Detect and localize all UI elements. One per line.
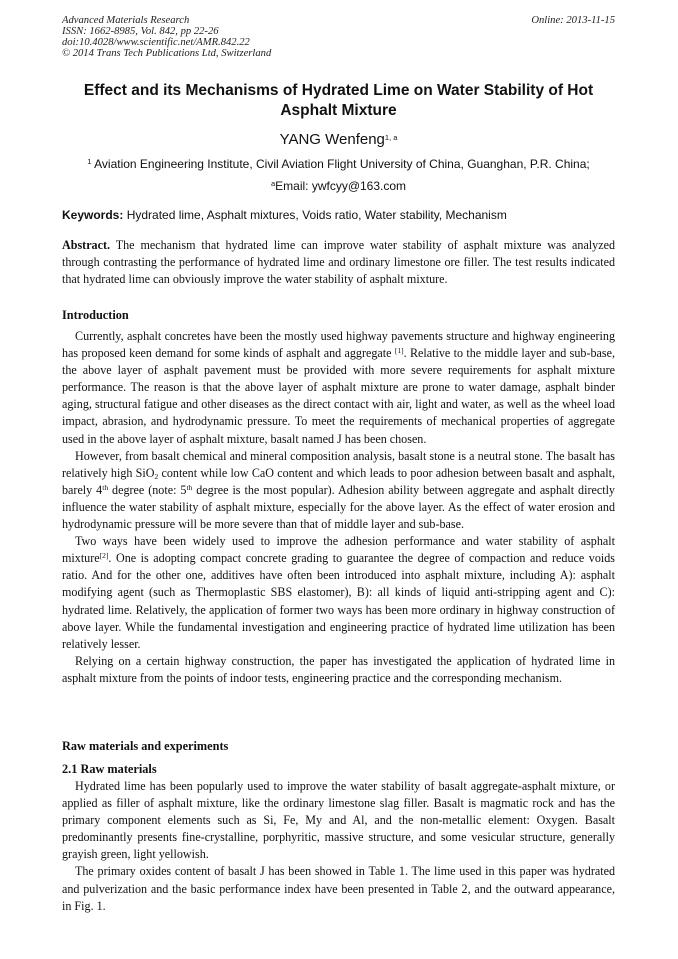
- affiliation-text: Aviation Engineering Institute, Civil Aviation Flight University of China, Guanghan, P.R. China;: [94, 157, 590, 171]
- raw-paragraph-1: Hydrated lime has been popularly used to improve the water stability of basalt aggregate-asphalt mixture, or applied as filler of asphalt mixture, like the ordinary limestone slag filler. Basalt is magmatic rock and has the primary component elements such as Si, Fe, My and Al, and the non-metallic element: Oxygen. Basalt predominantly presents fine-crystalline, porphyritic, massive structure, and some vesicular structure, generally grayish green, light yellowish.: [62, 779, 615, 862]
- citation-1[interactable]: [1]: [394, 346, 404, 356]
- email-text[interactable]: Email: ywfcyy@163.com: [275, 179, 407, 193]
- keywords-label: Keywords:: [62, 208, 124, 222]
- author-name: YANG Wenfeng: [279, 131, 385, 148]
- email-line: [62, 178, 615, 194]
- keywords-text: Hydrated lime, Asphalt mixtures, Voids ratio, Water stability, Mechanism: [126, 208, 507, 222]
- affiliation-sup: 1: [87, 157, 92, 166]
- intro-p1-text-a: Currently, asphalt concretes have been the mostly used highway pavements structure and highway engineering has proposed keen demand for some kinds of asphalt and aggregate: [62, 329, 615, 361]
- intro-paragraph-4: Relying on a certain highway construction, the paper has investigated the application of hydrated lime in asphalt mixture from the points of indoor tests, engineering practice and the corresponding mechanism.: [62, 653, 615, 685]
- introduction-body: [62, 328, 615, 687]
- raw-materials-heading: Raw materials and experiments: [62, 739, 229, 753]
- intro-paragraph-3: [62, 533, 615, 653]
- intro-p3-text-b: . One is adopting compact concrete grading to guarantee the degree of compaction and reduce voids ratio. And for the other one, additives have often been introduced into asphalt mixture, including A): asphalt modifying agent (such as Thermoplastic SBS elastomer), B): all kinds of liquid anti-stripping agent and C): hydrated lime. Relatively, the application of former two ways has been more ordinary in highway construction of above layer. While the fundamental investigation and engineering practice of hydrated lime utilization has been relatively lesser.: [62, 551, 615, 651]
- intro-p2-text-a: However, from basalt chemical and mineral composition analysis, basalt stone is a neutral stone. The basalt has relatively high SiO: [62, 448, 615, 480]
- paper-title: Effect and its Mechanisms of Hydrated Lime on Water Stability of Hot Asphalt Mixture: [83, 82, 594, 119]
- copyright-line: © 2014 Trans Tech Publications Ltd, Switzerland: [62, 48, 272, 59]
- raw-paragraph-2: The primary oxides content of basalt J has been showed in Table 1. The lime used in this paper was hydrated and pulverization and the basic performance index have been presented in Table 2, and the outward appearance, in Fig. 1.: [62, 864, 615, 913]
- raw-materials-body: [62, 778, 615, 915]
- journal-header: [62, 15, 271, 59]
- author-line: [62, 131, 615, 149]
- raw-materials-subheading: 2.1 Raw materials: [62, 762, 157, 776]
- intro-p2-text-c: degree (note: 5: [108, 482, 187, 497]
- intro-p2-text-b: content while low CaO content and which leads to poor adhesion between basalt and asphalt, barely 4: [62, 465, 615, 497]
- author-sup: 1, a: [384, 133, 398, 142]
- intro-p2-sup-2: th: [186, 482, 193, 492]
- intro-p3-text-a: Two ways have been widely used to improve the adhesion performance and water stability of asphalt mixture: [62, 534, 615, 566]
- abstract-text: The mechanism that hydrated lime can improve water stability of asphalt mixture was analyzed through contrasting the performance of hydrated lime and ordinary limestone ore filler. The test results indicated that hydrated lime can obviously improve the water stability of asphalt mixture.: [62, 238, 615, 287]
- abstract: [62, 237, 615, 288]
- introduction-heading: Introduction: [62, 308, 129, 322]
- email-sup: a: [270, 179, 276, 188]
- intro-paragraph-2: [62, 448, 615, 533]
- intro-p2-sub: 2: [154, 471, 159, 481]
- doi-line[interactable]: doi:10.4028/www.scientific.net/AMR.842.22: [62, 37, 250, 48]
- intro-p1-text-b: . Relative to the middle layer and sub-base, the above layer of asphalt pavement must be provided with more severe requirements for asphalt mixture performance. The reason is that the above layer of asphalt mixture are prone to water damage, asphalt binder aging, structural fatigue and other diseases as the direct contact with air, light and water, as well as the wheel load impact, abrasion, and hydrodynamic pressure. To meet the requirements of mechanical properties of aggregate used in the above layer of asphalt mixture, basalt named J has been chosen.: [62, 346, 615, 446]
- journal-name: Advanced Materials Research: [62, 15, 190, 26]
- online-date: Online: 2013-11-15: [531, 15, 615, 26]
- intro-p2-text-d: degree is the most popular). Adhesion ability between aggregate and asphalt directly influence the water stability of asphalt mixture, especially for the above layer. As the effect of water erosion and hydrodynamic pressure will be more severe than that of middle layer and sub-base.: [62, 482, 615, 532]
- affiliation: [62, 156, 615, 172]
- abstract-label: Abstract.: [62, 238, 111, 252]
- intro-paragraph-1: [62, 328, 615, 448]
- citation-2[interactable]: [2]: [99, 551, 109, 561]
- issn-line: ISSN: 1662-8985, Vol. 842, pp 22-26: [62, 26, 219, 37]
- keywords: [62, 207, 615, 223]
- intro-p2-sup-1: th: [102, 482, 109, 492]
